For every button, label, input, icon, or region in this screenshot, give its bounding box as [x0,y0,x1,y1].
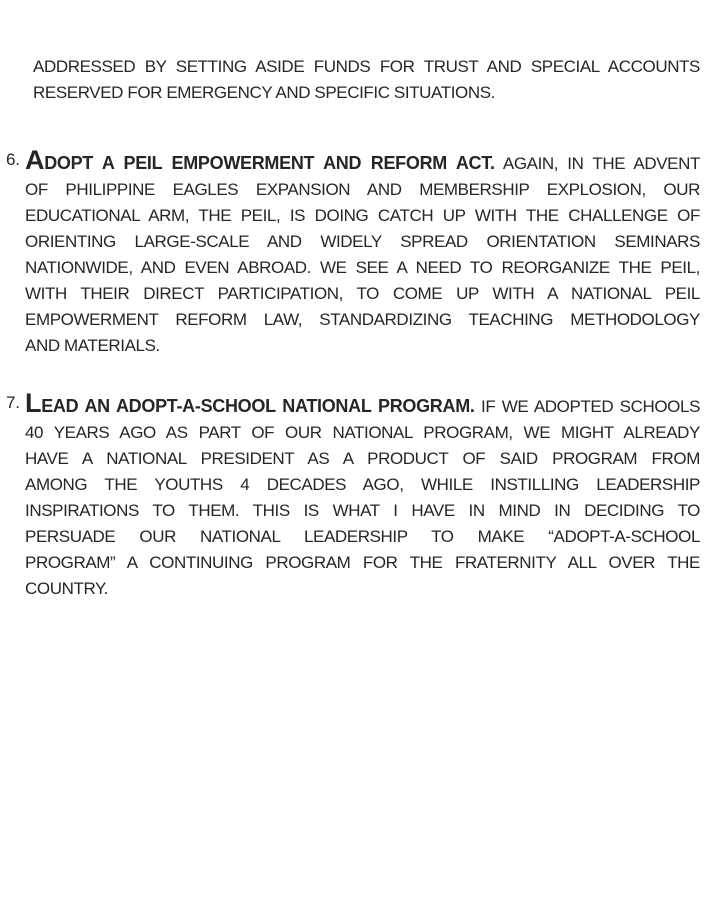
text-line: PERSUADE OUR NATIONAL LEADERSHIP TO MAKE “ADOPT-A-SCHOOL [25,527,700,546]
text-line: PROGRAM” A CONTINUING PROGRAM FOR THE FRATERNITY ALL OVER THE [25,553,700,572]
item-heading [25,388,475,418]
text-line: ORIENTING LARGE-SCALE AND WIDELY SPREAD ORIENTATION SEMINARS [25,232,700,251]
item-number: 7. [6,393,20,412]
item-heading-line [25,147,700,177]
text-line: AMONG THE YOUTHS 4 DECADES AGO, WHILE INSTILLING LEADERSHIP [25,475,700,494]
text-line: RESERVED FOR EMERGENCY AND SPECIFIC SITUATIONS. [33,83,496,102]
text-line: OF PHILIPPINE EAGLES EXPANSION AND MEMBERSHIP EXPLOSION, OUR [25,180,700,199]
item-heading [25,145,495,175]
heading-text: EAD AN ADOPT-A-SCHOOL NATIONAL PROGRAM. [41,396,475,416]
text-line: INSPIRATIONS TO THEM. THIS IS WHAT I HAVE IN MIND IN DECIDING TO [25,501,700,520]
text-line: EMPOWERMENT REFORM LAW, STANDARDIZING TEACHING METHODOLOGY [25,310,700,329]
heading-initial-letter: L [25,388,42,418]
item-number: 6. [6,150,20,169]
list-item-7 [6,388,701,602]
text-line: NATIONWIDE, AND EVEN ABROAD. WE SEE A NEED TO REORGANIZE THE PEIL, [25,258,700,277]
heading-initial-letter: A [25,145,45,175]
text-line: HAVE A NATIONAL PRESIDENT AS A PRODUCT OF SAID PROGRAM FROM [25,449,700,468]
text-line: 40 YEARS AGO AS PART OF OUR NATIONAL PROGRAM, WE MIGHT ALREADY [25,423,700,442]
list-item-6 [6,145,700,359]
text-line: EDUCATIONAL ARM, THE PEIL, IS DOING CATCH UP WITH THE CHALLENGE OF [25,206,700,225]
heading-continuation-text: IF WE ADOPTED SCHOOLS [481,397,701,416]
text-line: AND MATERIALS. [25,336,160,355]
heading-continuation-text: AGAIN, IN THE ADVENT [502,154,700,173]
intro-paragraph [33,54,700,106]
heading-text: DOPT A PEIL EMPOWERMENT AND REFORM ACT. [44,153,495,173]
text-line: WITH THEIR DIRECT PARTICIPATION, TO COME UP WITH A NATIONAL PEIL [25,284,700,303]
text-line: COUNTRY. [25,579,109,598]
text-line: ADDRESSED BY SETTING ASIDE FUNDS FOR TRUST AND SPECIAL ACCOUNTS [33,57,700,76]
item-heading-line [25,390,700,420]
